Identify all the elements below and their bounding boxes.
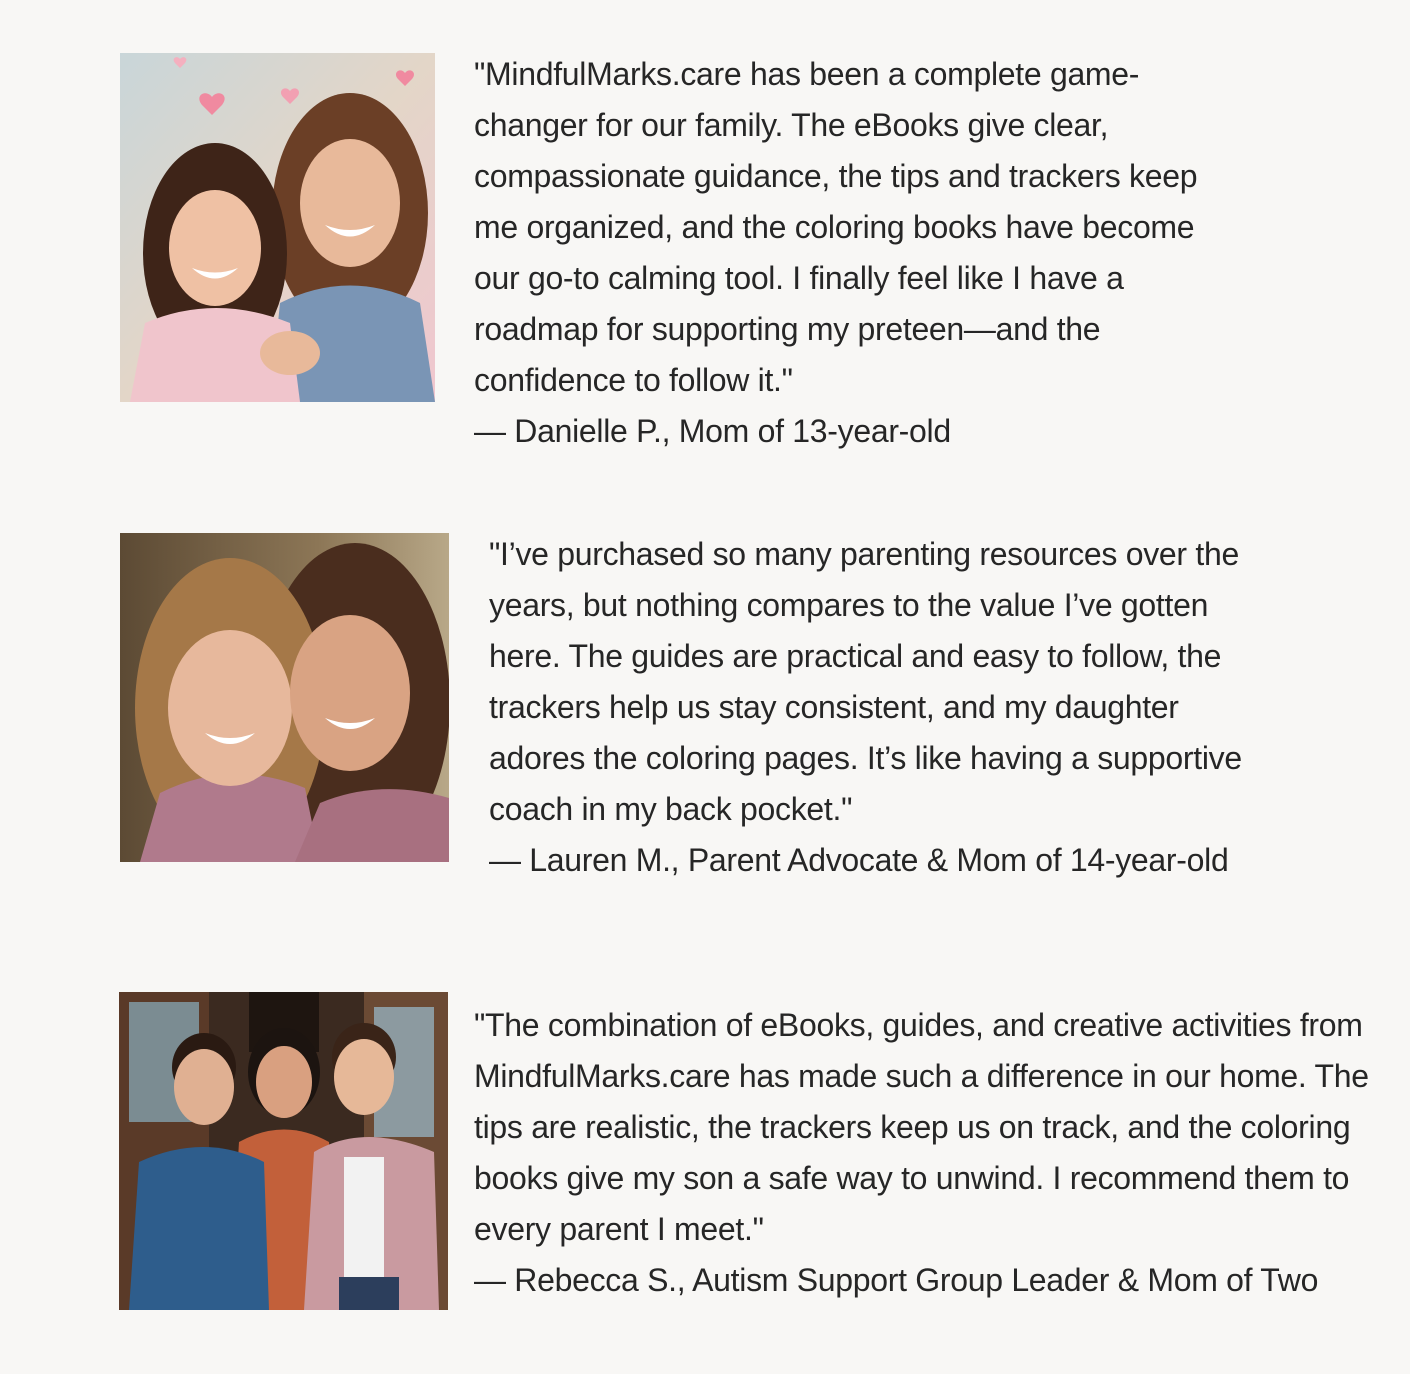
mother-daughter-hearts-photo-icon (120, 53, 435, 402)
testimonial-quote: "The combination of eBooks, guides, and creative activities from MindfulMarks.care has made such a difference in our home. The tips are realistic, the trackers keep us on track, and the coloring books give my son a safe way to unwind. I recommend them to every parent I meet." (474, 1007, 1369, 1247)
testimonial-quote: "I’ve purchased so many parenting resources over the years, but nothing compares to the value I’ve gotten here. The guides are practical and easy to follow, the trackers help us stay consistent, and my daughter adores the coloring pages. It’s like having a supportive coach in my back pocket." (489, 536, 1242, 827)
testimonial-author: — Danielle P., Mom of 13-year-old (474, 413, 951, 449)
testimonial-quote-block (489, 529, 1259, 886)
testimonial-quote: "MindfulMarks.care has been a complete game-changer for our family. The eBooks give clear, compassionate guidance, the tips and trackers keep me organized, and the coloring books have become our go-to calming tool. I finally feel like I have a roadmap for supporting my preteen—and the confidence to follow it." (474, 56, 1198, 398)
mother-two-sons-photo-icon (119, 992, 448, 1310)
testimonial-quote-block (474, 1000, 1374, 1306)
testimonial-photo (120, 533, 449, 862)
testimonial-author: — Lauren M., Parent Advocate & Mom of 14-year-old (489, 842, 1229, 878)
testimonial-author: — Rebecca S., Autism Support Group Leader & Mom of Two (474, 1262, 1319, 1298)
testimonial-quote-block (474, 49, 1234, 457)
testimonial-photo (119, 992, 448, 1310)
testimonial-photo (120, 53, 435, 402)
mother-daughter-cheek-photo-icon (120, 533, 449, 862)
